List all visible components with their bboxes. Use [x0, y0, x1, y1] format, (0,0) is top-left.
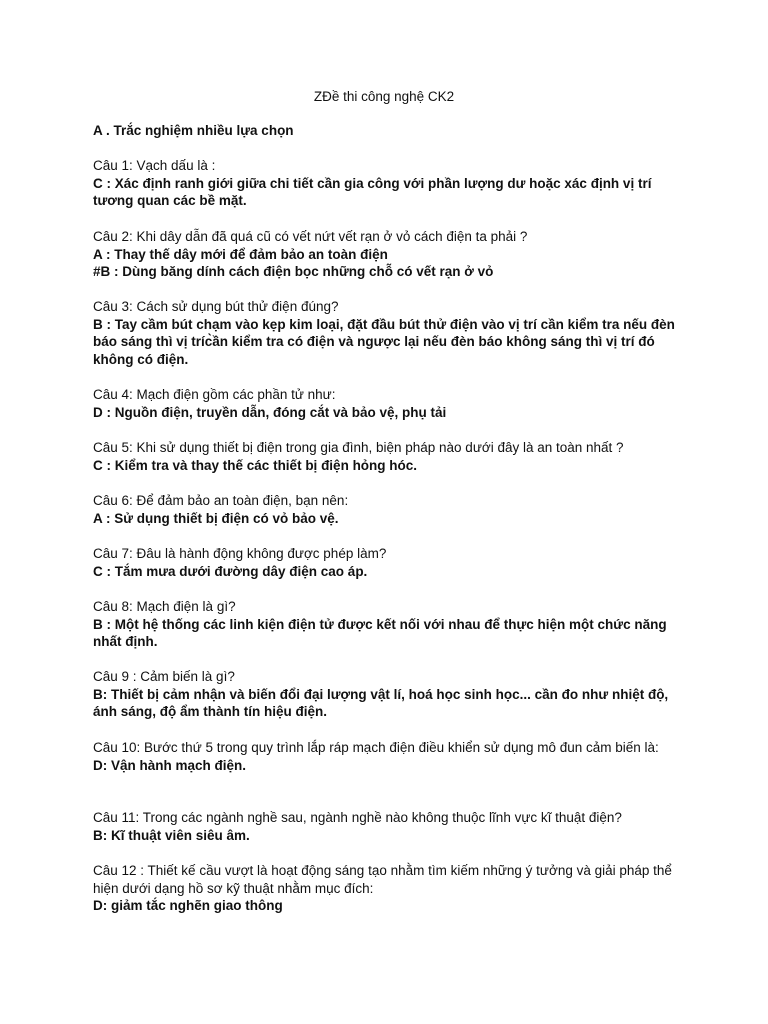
- answer-text: A : Thay thế dây mới để đảm bảo an toàn điện: [93, 246, 388, 262]
- answer-text: B : Một hệ thống các linh kiện điện tử được kết nối với nhau để thực hiện một chức năng nhất định.: [93, 616, 667, 650]
- question-block-3: [93, 298, 683, 368]
- question-block-8: [93, 598, 683, 651]
- question-block-5: [93, 439, 683, 474]
- section-heading: A . Trắc nghiệm nhiều lựa chọn: [93, 123, 294, 138]
- question-text: Câu 4: Mạch điện gồm các phần tử như:: [93, 387, 336, 402]
- answer-text: B : Tay cầm bút chạm vào kẹp kim loại, đặt đầu bút thử điện vào vị trí cần kiểm tra nếu đèn báo sáng thì vị tríc̀ần kiểm tra có điện và ngược lại nếu đèn báo không sáng thì vị trí đó không có điện.: [93, 316, 675, 367]
- question-text: Câu 1: Vạch dấu là :: [93, 158, 216, 173]
- question-text: Câu 7: Đâu là hành động không được phép làm?: [93, 546, 387, 561]
- question-block-12: [93, 862, 683, 915]
- question-block-9: [93, 668, 683, 721]
- answer-text: D: giảm tắc nghẽn giao thông: [93, 898, 283, 914]
- answer-text: A : Sử dụng thiết bị điện có vỏ bảo vệ.: [93, 510, 339, 526]
- answer-text: C : Kiểm tra và thay thế các thiết bị điện hỏng hóc.: [93, 457, 418, 473]
- question-text: Câu 10: Bước thứ 5 trong quy trình lắp ráp mạch điện điều khiển sử dụng mô đun cảm biến là:: [93, 740, 659, 755]
- question-block-7: [93, 545, 683, 580]
- question-text: Câu 11: Trong các ngành nghề sau, ngành nghề nào không thuộc lĩnh vực kĩ thuật điện?: [93, 810, 622, 825]
- answer-text: #B : Dùng băng dính cách điện bọc những chỗ có vết rạn ở vỏ: [93, 264, 494, 280]
- question-block-1: [93, 157, 683, 210]
- question-text: Câu 8: Mạch điện là gì?: [93, 599, 236, 614]
- question-block-6: [93, 492, 683, 527]
- question-text: Câu 3: Cách sử dụng bút thử điện đúng?: [93, 299, 339, 314]
- question-block-11: [93, 809, 683, 844]
- answer-text: C : Tắm mưa dưới đường dây điện cao áp.: [93, 563, 368, 579]
- question-block-4: [93, 386, 683, 421]
- document-title: ZĐề thi công nghệ CK2: [313, 89, 455, 104]
- answer-text: D : Nguồn điện, truyền dẫn, đóng cắt và bảo vệ, phụ tải: [93, 404, 447, 420]
- question-text: Câu 2: Khi dây dẫn đã quá cũ có vết nứt vết rạn ở vỏ cách điện ta phải ?: [93, 229, 528, 244]
- question-text: Câu 6: Để đảm bảo an toàn điện, bạn nên:: [93, 493, 349, 508]
- answer-text: B: Thiết bị cảm nhận và biến đổi đại lượng vật lí, hoá học sinh học... cần đo như nhiệt độ, ánh sáng, độ ẩm thành tín hiệu điện.: [93, 686, 669, 720]
- answer-text: B: Kĩ thuật viên siêu âm.: [93, 827, 250, 843]
- question-text: Câu 5: Khi sử dụng thiết bị điện trong gia đình, biện pháp nào dưới đây là an toàn nhất ?: [93, 440, 624, 455]
- answer-text: C : Xác định ranh giới giữa chi tiết cần gia công với phần lượng dư hoặc xác định vị trí tương quan các bề mặt.: [93, 175, 652, 209]
- question-text: Câu 9 : Cảm biến là gì?: [93, 669, 235, 684]
- question-block-10: [93, 739, 683, 774]
- question-block-2: [93, 228, 683, 281]
- answer-text: D: Vận hành mạch điện.: [93, 757, 247, 773]
- question-text: Câu 12 : Thiết kế cầu vượt là hoạt động sáng tạo nhằm tìm kiếm những ý tưởng và giải pháp thể hiện dưới dạng hồ sơ kỹ thuật nhằm mục đích:: [93, 863, 672, 896]
